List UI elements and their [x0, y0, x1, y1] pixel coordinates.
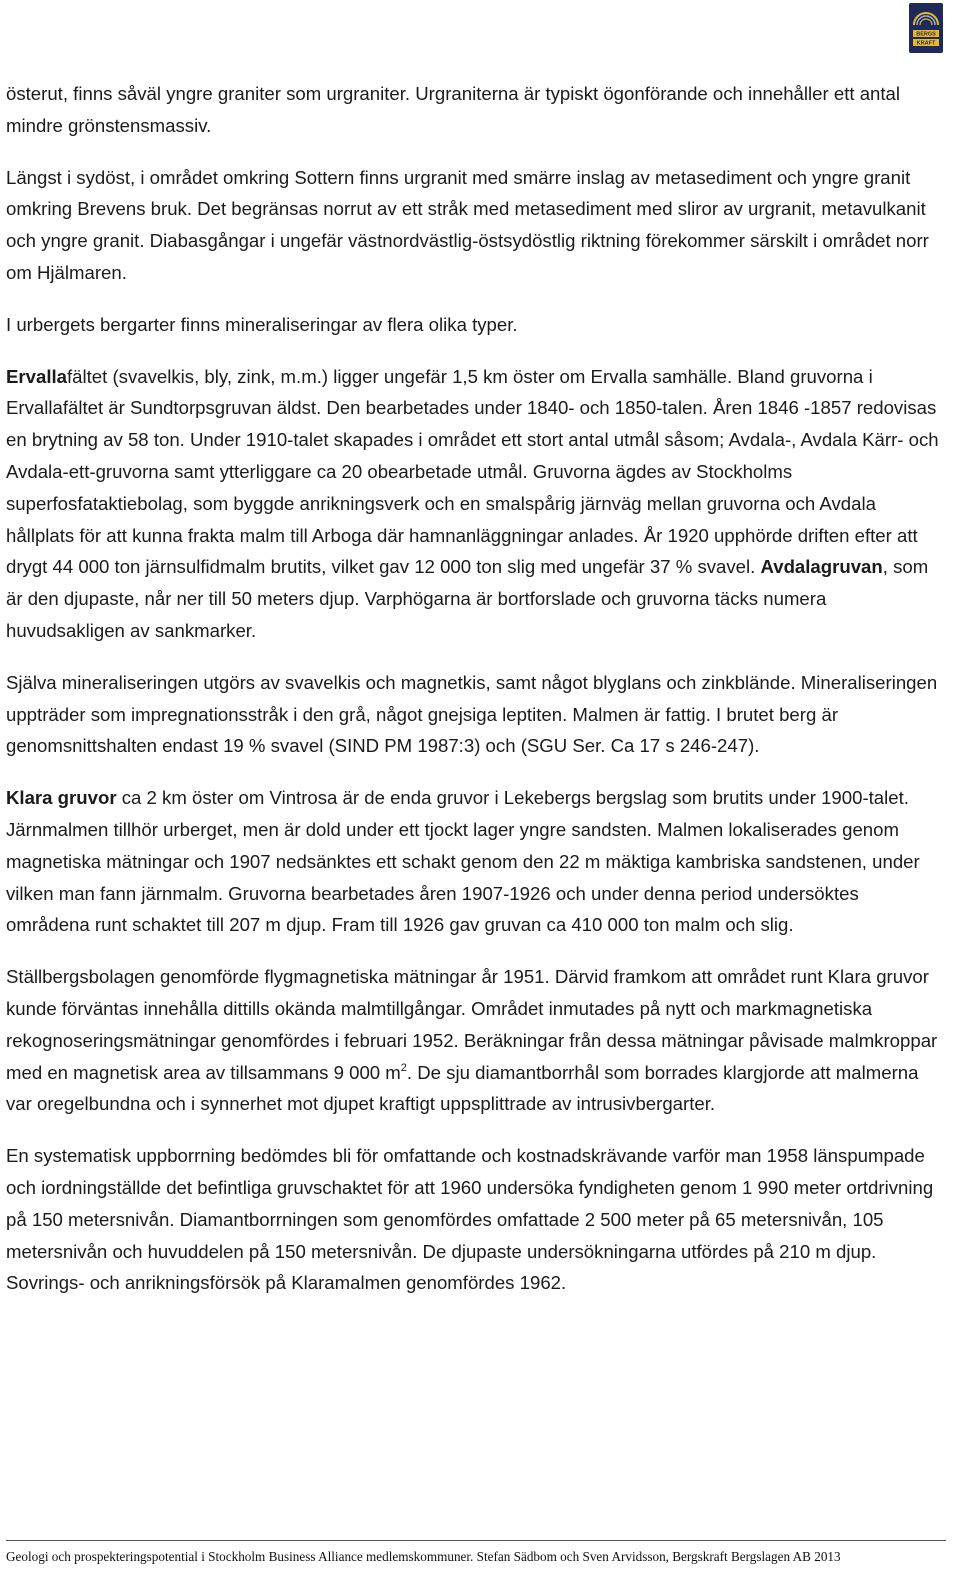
- paragraph-granites: [6, 78, 946, 142]
- paragraph-text: ca 2 km öster om Vintrosa är de enda gruvor i Lekebergs bergslag som brutits under 1900-talet. Järnmalmen tillhör urberget, men är dold under ett tjockt lager yngre sandsten. Malmen lokaliserades genom magnetiska mätningar och 1907 nedsänktes ett schakt genom den 22 m mäktiga kambriska sandstenen, under vilken man fann järnmalm. Gruvorna bearbetades åren 1907-1926 och under denna period undersöktes områdena runt schaktet till 207 m djup. Fram till 1926 gav gruvan ca 410 000 ton malm och slig.: [6, 787, 920, 936]
- logo-text-bottom: KRAFT: [916, 40, 936, 47]
- document-body: [6, 78, 946, 1319]
- logo-text-top: BERGS: [916, 31, 936, 38]
- paragraph-mineralization-detail: [6, 667, 946, 762]
- bold-term-avdalagruvan: Avdalagruvan: [760, 556, 883, 578]
- page-footer: Geologi och prospekteringspotential i Stockholm Business Alliance medlemskommuner. Stefan Sädbom och Sven Arvidsson, Bergskraft Bergslagen AB 2013: [6, 1549, 841, 1564]
- paragraph-text: österut, finns såväl yngre graniter som urgraniter. Urgraniterna är typiskt ögonförande och innehåller ett antal mindre grönstensmassiv.: [6, 83, 901, 136]
- paragraph-text: Ställbergsbolagen genomförde flygmagnetiska mätningar år 1951. Därvid framkom att området runt Klara gruvor kunde förväntas innehålla dittills okända malmtillgångar. Området inmutades på nytt och markmagnetiska rekognoseringsmätningar genomfördes i februari 1952. Beräkningar från dessa mätningar påvisade malmkroppar med en magnetisk area av tillsammans 9 000 m: [6, 966, 938, 1083]
- bold-term-ervalla: Ervalla: [6, 365, 67, 387]
- paragraph-stallberg: [6, 961, 946, 1120]
- paragraph-text: Längst i sydöst, i området omkring Sottern finns urgranit med smärre inslag av metasediment och yngre granit omkring Brevens bruk. Det begränsas norrut av ett stråk med metasediment med sliror av urgranit, metavulkanit och yngre granit. Diabasgångar i ungefär västnordvästlig-östsydöstlig riktning förekommer särskilt i området norr om Hjälmaren.: [6, 166, 929, 283]
- paragraph-sottern: [6, 162, 946, 289]
- paragraph-text: . De sju diamantborrhål som borrades klargjorde att malmerna var oregelbundna och i synnerhet mot djupet kraftigt uppsplittrade av intrusivbergarter.: [6, 1061, 919, 1115]
- paragraph-text: I urbergets bergarter finns mineraliseringar av flera olika typer.: [6, 313, 518, 335]
- paragraph-klara: [6, 782, 946, 941]
- paragraph-text: Själva mineraliseringen utgörs av svavelkis och magnetkis, samt något blyglans och zinkblände. Mineraliseringen uppträder som impregnationsstråk i den grå, något gnejsiga leptiten. Malmen är fattig. I brutet berg är genomsnittshalten endast 19 % svavel (SIND PM 1987:3) och (SGU Ser. Ca 17 s 246-247).: [6, 671, 938, 757]
- bergskraft-logo: [909, 3, 943, 53]
- paragraph-drilling: [6, 1140, 946, 1299]
- paragraph-text: En systematisk uppborrning bedömdes bli för omfattande och kostnadskrävande varför man 1958 länspumpade och iordningställde det befintliga gruvschaktet för att 1960 undersöka fyndigheten genom 1 990 meter ortdrivning på 150 metersnivån. Diamantborrningen som genomfördes omfattade 2 500 meter på 65 metersnivån, 105 metersnivån och huvuddelen på 150 metersnivån. De djupaste undersökningarna utfördes på 210 m djup. Sovrings- och anrikningsförsök på Klaramalmen genomfördes 1962.: [6, 1145, 934, 1294]
- paragraph-text: , som är den djupaste, når ner till 50 meters djup. Varphögarna är bortforslade och gruvorna täcks numera huvudsakligen av sankmarker.: [6, 556, 929, 641]
- footer-divider: [6, 1540, 946, 1541]
- bold-term-klara-gruvor: Klara gruvor: [6, 787, 117, 809]
- superscript: 2: [400, 1061, 407, 1074]
- paragraph-text: fältet (svavelkis, bly, zink, m.m.) ligger ungefär 1,5 km öster om Ervalla samhälle. Bland gruvorna i Ervallafältet är Sundtorpsgruvan äldst. Den bearbetades under 1840- och 1850-talen. Åren 1846 -1857 redovisas en brytning av 58 ton. Under 1910-talet skapades i området ett stort antal utmål såsom; Avdala-, Avdala Kärr- och Avdala-ett-gruvorna samt ytterliggare ca 20 obearbetade utmål. Gruvorna ägdes av Stockholms superfosfataktiebolag, som byggde anrikningsverk och en smalspårig järnväg mellan gruvorna och Avdala hållplats för att kunna frakta malm till Arboga där hamnanläggningar anlades. År 1920 upphörde driften efter att drygt 44 000 ton järnsulfidmalm brutits, vilket gav 12 000 ton slig med ungefär 37 % svavel.: [6, 365, 939, 578]
- paragraph-mineralizations: [6, 309, 946, 341]
- paragraph-ervalla: [6, 361, 946, 647]
